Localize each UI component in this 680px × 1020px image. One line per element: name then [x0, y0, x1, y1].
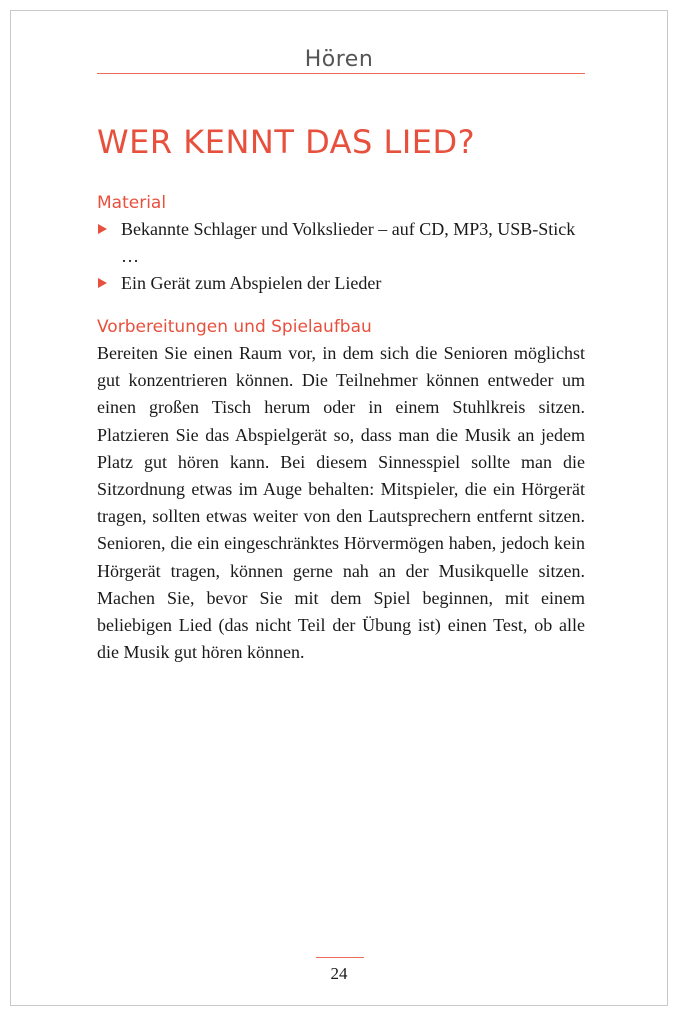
material-list [97, 216, 585, 297]
page-number: 24 [330, 964, 348, 983]
preparation-heading: Vorbereitungen und Spielaufbau [97, 317, 372, 337]
material-heading: Material [97, 193, 167, 213]
header-divider [97, 73, 585, 74]
page-content [97, 191, 585, 666]
book-page [10, 10, 668, 1006]
list-item [97, 270, 585, 297]
running-head: Hören [304, 47, 374, 72]
triangle-bullet-icon [98, 278, 107, 288]
list-item-text: Ein Gerät zum Abspielen der Lieder [121, 273, 382, 293]
triangle-bullet-icon [98, 224, 107, 234]
page-title: WER KENNT DAS LIED? [97, 123, 476, 161]
footer-divider [316, 957, 364, 958]
preparation-paragraph: Bereiten Sie einen Raum vor, in dem sich die Senioren möglichst gut konzentrieren können. Die Teilnehmer können entweder um einen großen Tisch herum oder in einem Stuhlkreis sitzen. Platzieren Sie das Abspielgerät so, dass man die Musik an jedem Platz gut hören kann. Bei diesem Sinnesspiel sollte man die Sitzordnung etwas im Auge behalten: Mitspieler, die ein Hörgerät tragen, sollten etwas weiter von den Lautsprechern entfernt sitzen. Senioren, die ein eingeschränktes Hörvermögen haben, jedoch kein Hörgerät tragen, können gerne nah an der Musikquelle sitzen. Machen Sie, bevor Sie mit dem Spiel beginnen, mit einem beliebigen Lied (das nicht Teil der Übung ist) einen Test, ob alle die Musik gut hören können. [97, 343, 585, 663]
list-item [97, 216, 585, 270]
list-item-text: Bekannte Schlager und Volkslieder – auf CD, MP3, USB-Stick … [121, 219, 576, 266]
